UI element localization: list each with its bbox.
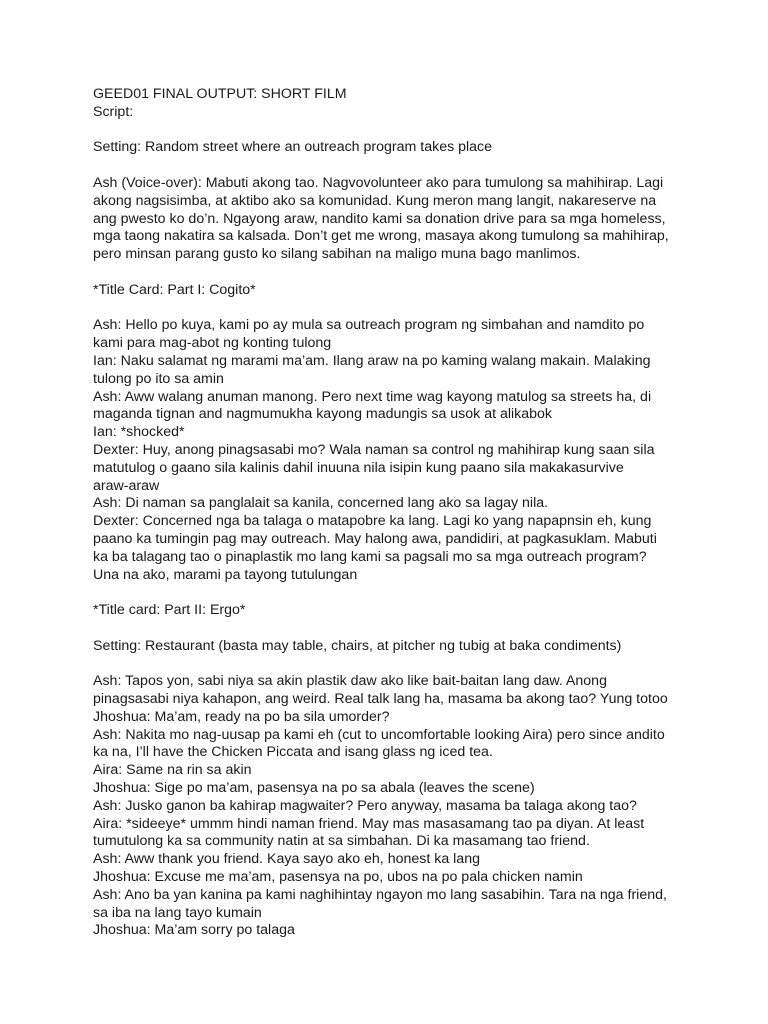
text-line: Jhoshua: Ma’am sorry po talaga bbox=[93, 922, 295, 939]
text-line: ang pwesto ko do’n. Ngayong araw, nandito kami sa donation drive para sa mga homeless, bbox=[93, 210, 666, 227]
text-line: paano ka tumingin pag may outreach. May halong awa, pandidiri, at pagkasuklam. Mabuti bbox=[93, 530, 657, 547]
text-line: Script: bbox=[93, 103, 134, 120]
blank-line bbox=[93, 264, 708, 282]
text-line: maganda tignan and nagmumukha kayong madungis sa usok at alikabok bbox=[93, 406, 553, 423]
blank-line bbox=[93, 300, 708, 318]
text-line: Jhoshua: Ma’am, ready na po ba sila umorder? bbox=[93, 708, 390, 725]
text-line: Una na ako, marami pa tayong tutulungan bbox=[93, 566, 358, 583]
text-line: Ash: Aww walang anuman manong. Pero next time wag kayong matulog sa streets ha, di bbox=[93, 388, 652, 405]
text-line: pero minsan parang gusto ko silang sabihan na maligo muna bago manlimos. bbox=[93, 246, 581, 263]
text-line: ka ba talagang tao o pinaplastik mo lang kami sa pagsali mo sa mga outreach program? bbox=[93, 548, 647, 565]
text-line: mga taong nakatira sa kalsada. Don’t get me wrong, masaya akong tumulong sa mahihirap, bbox=[93, 228, 669, 245]
text-line: Ash: Nakita mo nag-uusap pa kami eh (cut to uncomfortable looking Aira) pero since andito bbox=[93, 726, 665, 743]
text-line: Ian: Naku salamat ng marami ma’am. Ilang araw na po kaming walang makain. Malaking bbox=[93, 352, 651, 369]
text-line: Ash: Di naman sa panglalait sa kanila, concerned lang ako sa lagay nila. bbox=[93, 495, 549, 512]
text-line: pinagsasabi niya kahapon, ang weird. Real talk lang ha, masama ba akong tao? Yung totoo bbox=[93, 691, 668, 708]
text-line: *Title card: Part II: Ergo* bbox=[93, 602, 246, 619]
text-line: Ash: Hello po kuya, kami po ay mula sa outreach program ng simbahan and namdito po bbox=[93, 317, 645, 334]
text-line: GEED01 FINAL OUTPUT: SHORT FILM bbox=[93, 86, 347, 102]
text-line: Aira: *sideeye* ummm hindi naman friend. May mas masasamang tao pa diyan. At least bbox=[93, 815, 645, 832]
text-line: araw-araw bbox=[93, 477, 160, 494]
text-line: Ash: Jusko ganon ba kahirap magwaiter? Pero anyway, masama ba talaga akong tao? bbox=[93, 797, 637, 814]
text-line: Ash: Tapos yon, sabi niya sa akin plastik daw ako like bait-baitan lang daw. Anong bbox=[93, 673, 607, 690]
blank-line bbox=[93, 122, 708, 140]
text-line: akong nagsisimba, at aktibo ako sa komunidad. Kung meron mang langit, nakareserve na bbox=[93, 192, 657, 209]
text-line: kami para mag-abot ng konting tulong bbox=[93, 335, 332, 352]
blank-line bbox=[93, 656, 708, 674]
text-line: Jhoshua: Excuse me ma’am, pasensya na po, ubos na po pala chicken namin bbox=[93, 869, 583, 886]
text-line: Dexter: Huy, anong pinagsasabi mo? Wala naman sa control ng mahihirap kung saan sila bbox=[93, 441, 655, 458]
text-line: *Title Card: Part I: Cogito* bbox=[93, 281, 256, 298]
text-line: Setting: Random street where an outreach program takes place bbox=[93, 139, 493, 156]
text-line: tulong po ito sa amin bbox=[93, 370, 224, 387]
text-line: Setting: Restaurant (basta may table, chairs, at pitcher ng tubig at baka condiments) bbox=[93, 637, 622, 654]
blank-line bbox=[93, 584, 708, 602]
text-line: Ash: Aww thank you friend. Kaya sayo ako eh, honest ka lang bbox=[93, 851, 480, 868]
text-line: sa iba na lang tayo kumain bbox=[93, 904, 262, 921]
text-line: Aira: Same na rin sa akin bbox=[93, 762, 252, 779]
text-line: Ian: *shocked* bbox=[93, 424, 185, 441]
text-line: matutulog o gaano sila kalinis dahil inuuna nila isipin kung paano sila makakasurvive bbox=[93, 459, 624, 476]
text-line: Ash: Ano ba yan kanina pa kami naghihintay ngayon mo lang sasabihin. Tara na nga friend, bbox=[93, 886, 667, 903]
text-line: Jhoshua: Sige po ma’am, pasensya na po sa abala (leaves the scene) bbox=[93, 780, 535, 797]
text-line: Ash (Voice-over): Mabuti akong tao. Nagvovolunteer ako para tumulong sa mahihirap. Lagi bbox=[93, 174, 664, 191]
text-line: Dexter: Concerned nga ba talaga o matapobre ka lang. Lagi ko yang napapnsin eh, kung bbox=[93, 513, 652, 530]
text-line: tumutulong ka sa community natin at sa simbahan. Di ka masamang tao friend. bbox=[93, 833, 590, 850]
text-line: ka na, I’ll have the Chicken Piccata and isang glass ng iced tea. bbox=[93, 744, 493, 761]
blank-line bbox=[93, 157, 708, 175]
blank-line bbox=[93, 620, 708, 638]
